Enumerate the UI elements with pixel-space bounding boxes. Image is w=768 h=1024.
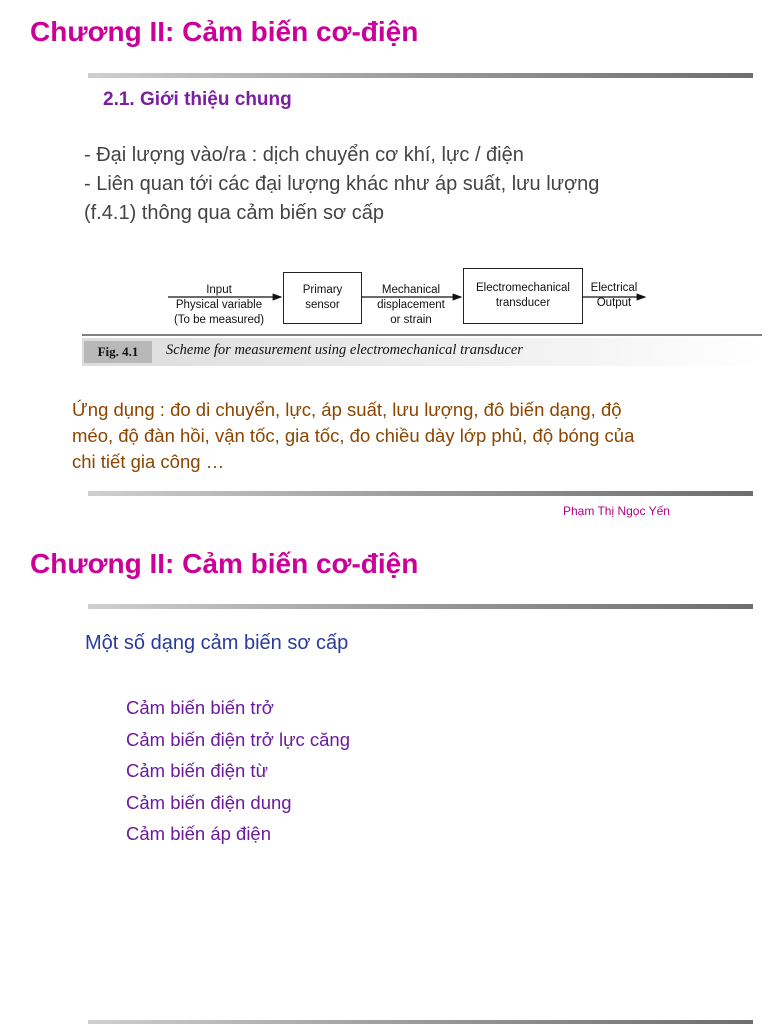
sensor-type-list <box>126 692 350 850</box>
list-item: Cảm biến điện trở lực căng <box>126 728 351 750</box>
slide1-subtitle: 2.1. Giới thiệu chung <box>103 89 292 110</box>
list-item: Cảm biến biến trở <box>126 697 274 718</box>
slide1-title-rule <box>88 73 753 78</box>
list-item: Cảm biến áp điện <box>126 823 272 844</box>
applications-line-3: chi tiết gia công … <box>72 451 225 472</box>
slide1-title: Chương II: Cảm biến cơ-điện <box>30 16 419 47</box>
slide1-applications <box>72 397 752 475</box>
slide1-intro <box>84 141 724 228</box>
fig-number: Fig. 4.1 <box>84 341 152 363</box>
slide2-subtitle: Một số dạng cảm biến sơ cấp <box>85 632 349 654</box>
fig-transducer-label: Electromechanical transducer <box>476 282 570 309</box>
list-item: Cảm biến điện từ <box>126 760 268 781</box>
intro-line-2: - Liên quan tới các đại lượng khác như áp suất, lưu lượng <box>84 173 600 195</box>
slide2-title-rule <box>88 604 753 609</box>
fig-arrows <box>82 262 762 342</box>
intro-line-1: - Đại lượng vào/ra : dịch chuyển cơ khí, lực / điện <box>84 144 524 166</box>
slide2-bottom-rule <box>88 1020 753 1024</box>
applications-line-2: méo, độ đàn hồi, vận tốc, gia tốc, đo chiều dày lớp phủ, độ bóng của <box>72 425 635 446</box>
intro-line-3: (f.4.1) thông qua cảm biến sơ cấp <box>84 202 384 224</box>
slide1-bottom-rule <box>88 491 753 496</box>
fig-caption: Scheme for measurement using electromechanical transducer <box>166 342 523 358</box>
slide2-title: Chương II: Cảm biến cơ-điện <box>30 548 419 579</box>
list-item: Cảm biến điện dung <box>126 791 292 813</box>
fig-primary-sensor-label: Primary sensor <box>302 284 343 311</box>
author-name: Phạm Thị Ngọc Yến <box>563 504 670 518</box>
fig-input-label: Input Physical variable (To be measured) <box>173 284 265 326</box>
fig-output-label: Electrical Output <box>590 282 638 309</box>
fig-mechanical-label: Mechanical displacement or strain <box>377 284 445 326</box>
applications-line-1: Ứng dụng : đo di chuyển, lực, áp suất, lưu lượng, đô biến dạng, độ <box>72 399 622 420</box>
